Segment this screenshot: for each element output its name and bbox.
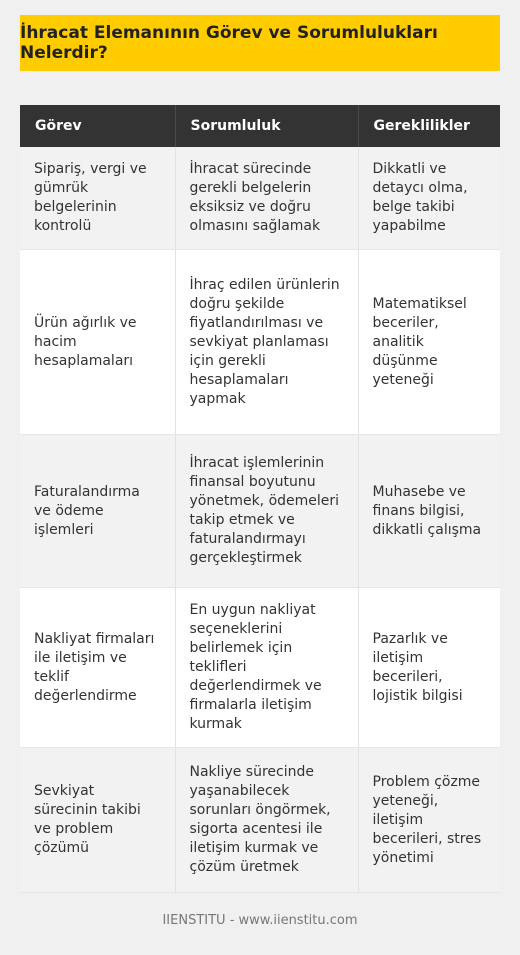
table-row <box>20 435 500 588</box>
requirements-cell: Dikkatli ve detaycı olma, belge takibi yapabilme <box>358 147 500 250</box>
header-task: Görev <box>20 105 175 147</box>
duties-table-container <box>20 105 500 893</box>
table-header-row <box>20 105 500 147</box>
footer-credit: IIENSTITU - www.iienstitu.com <box>162 913 358 928</box>
duties-table <box>20 105 500 893</box>
requirements-cell: Muhasebe ve finans bilgisi, dikkatli çalışma <box>358 435 500 588</box>
responsibility-cell: İhracat sürecinde gerekli belgelerin eksiksiz ve doğru olmasını sağlamak <box>175 147 358 250</box>
responsibility-cell: En uygun nakliyat seçeneklerini belirlemek için teklifleri değerlendirmek ve firmalarla iletişim kurmak <box>175 588 358 748</box>
requirements-cell: Pazarlık ve iletişim becerileri, lojistik bilgisi <box>358 588 500 748</box>
table-row <box>20 250 500 435</box>
header-responsibility: Sorumluluk <box>175 105 358 147</box>
page-title: İhracat Elemanının Görev ve Sorumlulukları Nelerdir? <box>20 23 438 63</box>
task-cell: Faturalandırma ve ödeme işlemleri <box>20 435 175 588</box>
task-cell: Ürün ağırlık ve hacim hesaplamaları <box>20 250 175 435</box>
header-requirements: Gereklilikler <box>358 105 500 147</box>
responsibility-cell: İhraç edilen ürünlerin doğru şekilde fiyatlandırılması ve sevkiyat planlaması için gerekli hesaplamaları yapmak <box>175 250 358 435</box>
task-cell: Sevkiyat sürecinin takibi ve problem çözümü <box>20 748 175 893</box>
table-row <box>20 748 500 893</box>
requirements-cell: Matematiksel beceriler, analitik düşünme yeteneği <box>358 250 500 435</box>
table-row <box>20 147 500 250</box>
task-cell: Sipariş, vergi ve gümrük belgelerinin kontrolü <box>20 147 175 250</box>
responsibility-cell: Nakliye sürecinde yaşanabilecek sorunları öngörmek, sigorta acentesi ile iletişim kurmak ve çözüm üretmek <box>175 748 358 893</box>
requirements-cell: Problem çözme yeteneği, iletişim becerileri, stres yönetimi <box>358 748 500 893</box>
title-banner <box>20 15 500 71</box>
task-cell: Nakliyat firmaları ile iletişim ve teklif değerlendirme <box>20 588 175 748</box>
table-row <box>20 588 500 748</box>
responsibility-cell: İhracat işlemlerinin finansal boyutunu yönetmek, ödemeleri takip etmek ve faturalandırmayı gerçekleştirmek <box>175 435 358 588</box>
